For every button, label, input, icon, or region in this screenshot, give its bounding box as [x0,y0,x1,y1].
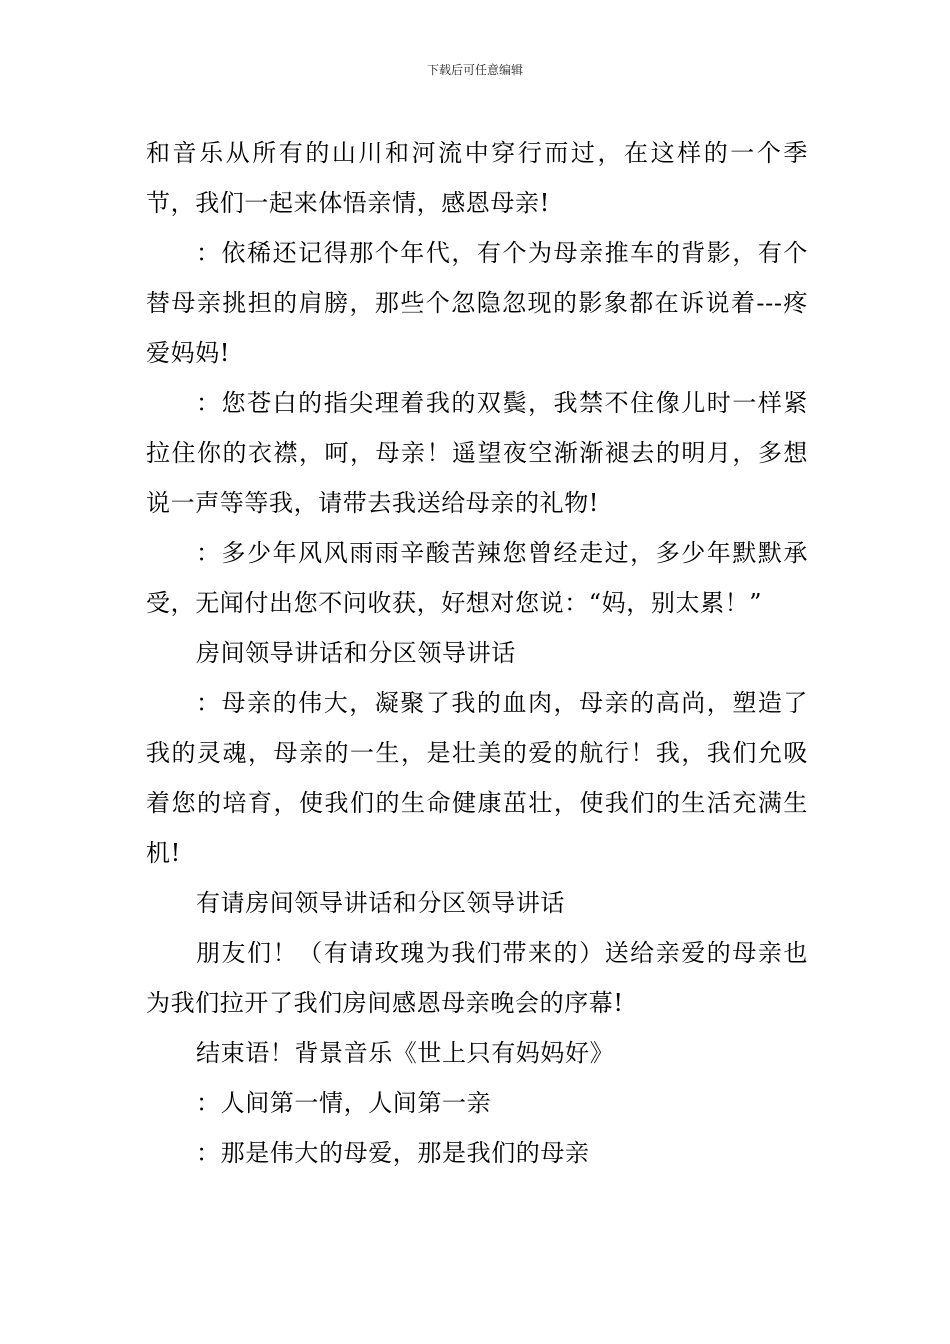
paragraph: 和音乐从所有的山川和河流中穿行而过，在这样的一个季节，我们一起来体悟亲情，感恩母亲! [146,139,808,217]
paragraph: ：母亲的伟大，凝聚了我的血肉，母亲的高尚，塑造了我的灵魂，母亲的一生，是壮美的爱的航行！我，我们允吸着您的培育，使我们的生命健康茁壮，使我们的生活充满生机! [146,689,808,867]
paragraph: ：人间第一情，人间第一亲 [196,1089,492,1117]
paragraph: ：多少年风风雨雨辛酸苦辣您曾经走过，多少年默默承受，无闻付出您不问收获，好想对您说：“妈，别太累！” [146,539,808,617]
paragraph: 朋友们！（有请玫瑰为我们带来的）送给亲爱的母亲也为我们拉开了我们房间感恩母亲晚会的序幕! [146,939,808,1017]
paragraph: 有请房间领导讲话和分区领导讲话 [196,889,565,917]
paragraph: 结束语！背景音乐《世上只有妈妈好》 [196,1039,615,1067]
paragraph: ：那是伟大的母爱，那是我们的母亲 [196,1139,590,1167]
paragraph: 房间领导讲话和分区领导讲话 [196,639,516,667]
document-body [146,128,808,1178]
paragraph: ：您苍白的指尖理着我的双鬓，我禁不住像儿时一样紧拉住你的衣襟，呵，母亲！遥望夜空渐渐褪去的明月，多想说一声等等我，请带去我送给母亲的礼物! [146,389,808,517]
page-header: 下载后可任意编辑 [426,63,523,77]
paragraph: ：依稀还记得那个年代，有个为母亲推车的背影，有个替母亲挑担的肩膀，那些个忽隐忽现的影象都在诉说着---疼爱妈妈! [146,239,808,367]
